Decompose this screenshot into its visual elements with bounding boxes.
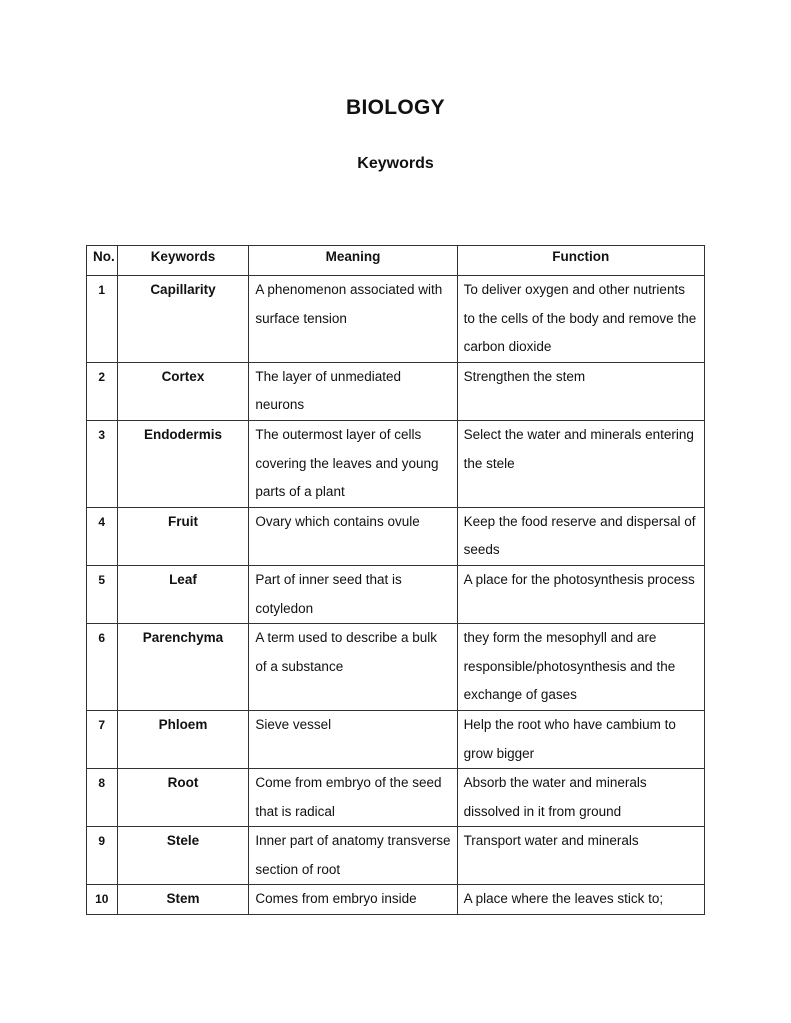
table-row (87, 276, 705, 363)
row-function: they form the mesophyll and are responsible/photosynthesis and the exchange of gases (457, 624, 704, 711)
table-row (87, 362, 705, 420)
table-row (87, 624, 705, 711)
row-meaning: Part of inner seed that is cotyledon (249, 565, 457, 623)
row-number: 7 (87, 710, 118, 768)
row-keyword: Phloem (117, 710, 249, 768)
row-number: 10 (87, 885, 118, 915)
row-keyword: Capillarity (117, 276, 249, 363)
row-keyword: Root (117, 769, 249, 827)
row-meaning: The outermost layer of cells covering the leaves and young parts of a plant (249, 420, 457, 507)
row-meaning: Sieve vessel (249, 710, 457, 768)
row-number: 8 (87, 769, 118, 827)
header-no: No. (87, 246, 118, 276)
table-row (87, 769, 705, 827)
table-row (87, 507, 705, 565)
row-keyword: Fruit (117, 507, 249, 565)
keywords-table (86, 245, 705, 915)
header-meaning: Meaning (249, 246, 457, 276)
row-number: 9 (87, 827, 118, 885)
row-number: 6 (87, 624, 118, 711)
row-function: Strengthen the stem (457, 362, 704, 420)
row-function: A place for the photosynthesis process (457, 565, 704, 623)
table-header-row (87, 246, 705, 276)
header-function: Function (457, 246, 704, 276)
row-function: Select the water and minerals entering the stele (457, 420, 704, 507)
row-keyword: Stele (117, 827, 249, 885)
row-function: Absorb the water and minerals dissolved in it from ground (457, 769, 704, 827)
row-number: 4 (87, 507, 118, 565)
page-subtitle: Keywords (357, 155, 434, 172)
row-keyword: Leaf (117, 565, 249, 623)
row-meaning: Inner part of anatomy transverse section of root (249, 827, 457, 885)
table-row (87, 885, 705, 915)
table-row (87, 420, 705, 507)
page-title: BIOLOGY (346, 96, 445, 119)
row-number: 3 (87, 420, 118, 507)
row-keyword: Parenchyma (117, 624, 249, 711)
row-meaning: A term used to describe a bulk of a substance (249, 624, 457, 711)
row-meaning: Comes from embryo inside (249, 885, 457, 915)
row-function: Transport water and minerals (457, 827, 704, 885)
table-row (87, 827, 705, 885)
row-keyword: Cortex (117, 362, 249, 420)
row-keyword: Endodermis (117, 420, 249, 507)
row-function: Help the root who have cambium to grow bigger (457, 710, 704, 768)
row-function: A place where the leaves stick to; (457, 885, 704, 915)
row-meaning: The layer of unmediated neurons (249, 362, 457, 420)
row-function: To deliver oxygen and other nutrients to the cells of the body and remove the carbon dioxide (457, 276, 704, 363)
table-row (87, 710, 705, 768)
header-keywords: Keywords (117, 246, 249, 276)
row-meaning: Ovary which contains ovule (249, 507, 457, 565)
table-row (87, 565, 705, 623)
row-number: 2 (87, 362, 118, 420)
row-meaning: A phenomenon associated with surface tension (249, 276, 457, 363)
row-function: Keep the food reserve and dispersal of seeds (457, 507, 704, 565)
row-meaning: Come from embryo of the seed that is radical (249, 769, 457, 827)
row-number: 1 (87, 276, 118, 363)
row-keyword: Stem (117, 885, 249, 915)
row-number: 5 (87, 565, 118, 623)
